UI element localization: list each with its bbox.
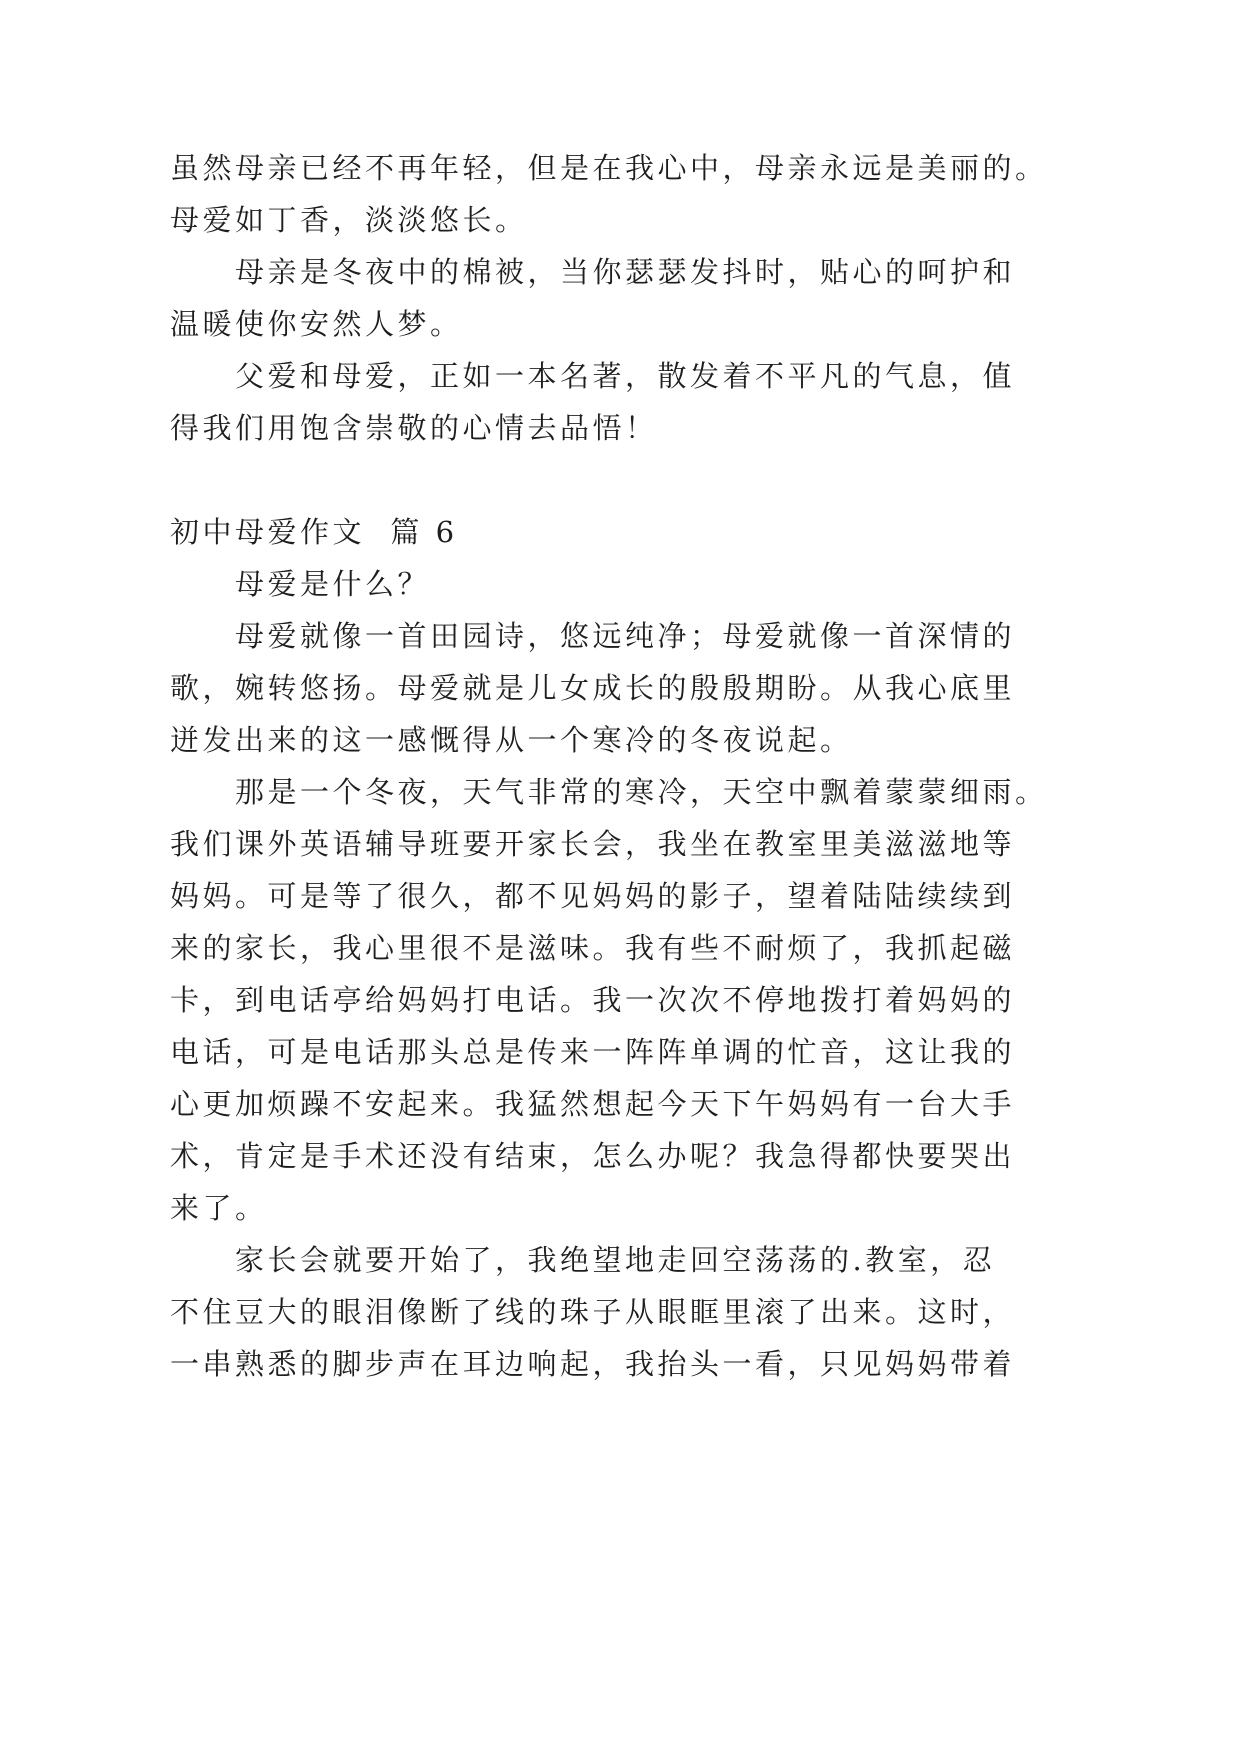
- text-line: 歌，婉转悠扬。母爱就是儿女成长的殷殷期盼。从我心底里: [170, 671, 1016, 705]
- text-line: 那是一个冬夜，天气非常的寒冷，天空中飘着蒙蒙细雨。: [170, 775, 1048, 809]
- text-line: 来了。: [170, 1191, 268, 1225]
- text-line: 虽然母亲已经不再年轻，但是在我心中，母亲永远是美丽的。: [170, 151, 1048, 185]
- text-line: 心更加烦躁不安起来。我猛然想起今天下午妈妈有一台大手: [170, 1087, 1016, 1121]
- text-line: 不住豆大的眼泪像断了线的珠子从眼眶里滚了出来。这时，: [170, 1295, 1016, 1329]
- text-line: 家长会就要开始了，我绝望地走回空荡荡的.教室，忍: [170, 1243, 996, 1277]
- text-line: 一串熟悉的脚步声在耳边响起，我抬头一看，只见妈妈带着: [170, 1347, 1016, 1381]
- text-line: 母爱如丁香，淡淡悠长。: [170, 203, 528, 237]
- text-line: 我们课外英语辅导班要开家长会，我坐在教室里美滋滋地等: [170, 827, 1016, 861]
- text-line: 温暖使你安然人梦。: [170, 307, 463, 341]
- text-line: 母亲是冬夜中的棉被，当你瑟瑟发抖时，贴心的呵护和: [170, 255, 1016, 289]
- text-line: 迸发出来的这一感慨得从一个寒冷的冬夜说起。: [170, 723, 853, 757]
- text-line: 得我们用饱含崇敬的心情去品悟！: [170, 411, 658, 445]
- text-line: 母爱就像一首田园诗，悠远纯净；母爱就像一首深情的: [170, 619, 1016, 653]
- text-line: 母爱是什么？: [170, 567, 431, 601]
- section-heading: 初中母爱作文 篇 6: [170, 515, 458, 549]
- text-line: 卡，到电话亭给妈妈打电话。我一次次不停地拨打着妈妈的: [170, 983, 1016, 1017]
- text-line: 来的家长，我心里很不是滋味。我有些不耐烦了，我抓起磁: [170, 931, 1016, 965]
- text-line: 术，肯定是手术还没有结束，怎么办呢？我急得都快要哭出: [170, 1139, 1016, 1173]
- text-line: 妈妈。可是等了很久，都不见妈妈的影子，望着陆陆续续到: [170, 879, 1016, 913]
- text-line: 电话，可是电话那头总是传来一阵阵单调的忙音，这让我的: [170, 1035, 1016, 1069]
- text-line: 父爱和母爱，正如一本名著，散发着不平凡的气息，值: [170, 359, 1016, 393]
